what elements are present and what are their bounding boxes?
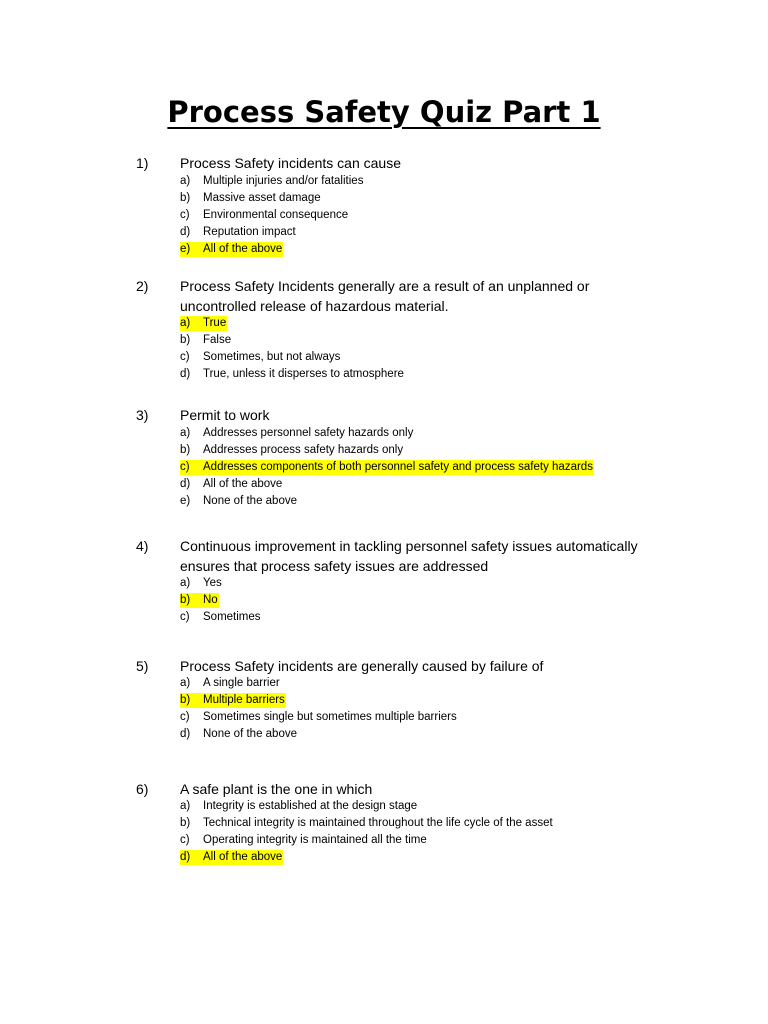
option-label: c) (180, 461, 190, 473)
option-label: c) (180, 209, 190, 221)
question-number: 1) (136, 155, 149, 171)
option-label: a) (180, 577, 191, 589)
option-label: c) (180, 711, 190, 723)
option-label: b) (180, 444, 191, 456)
option-label: b) (180, 192, 191, 204)
option-text: All of the above (203, 851, 283, 863)
option-content (180, 367, 405, 382)
highlighted-answer-option (180, 849, 650, 866)
question-number: 6) (136, 781, 149, 797)
answer-option (180, 349, 650, 366)
option-label: c) (180, 611, 190, 623)
answer-option (180, 366, 650, 383)
answer-option (180, 832, 650, 849)
option-content (180, 350, 341, 365)
option-content (180, 833, 428, 848)
question-text: Process Safety Incidents generally are a result of an unplanned or uncontrolled release of hazardous material. (180, 278, 590, 314)
option-text: Multiple injuries and/or fatalities (203, 175, 364, 187)
answer-option (180, 675, 650, 692)
answer-option (180, 332, 650, 349)
option-content (180, 494, 298, 509)
question-number: 3) (136, 407, 149, 423)
option-label: a) (180, 800, 191, 812)
option-text: Multiple barriers (203, 694, 285, 706)
answer-option (180, 190, 650, 207)
question-text: Permit to work (180, 407, 270, 423)
option-content (180, 850, 283, 865)
option-content (180, 799, 418, 814)
option-text: Sometimes (203, 611, 261, 623)
option-label: b) (180, 594, 191, 606)
option-text: Environmental consequence (203, 209, 349, 221)
option-content (180, 693, 286, 708)
answer-options (180, 575, 650, 626)
question-text: Continuous improvement in tackling personnel safety issues automatically ensures that process safety issues are addressed (180, 538, 638, 574)
question-text: Process Safety incidents are generally caused by failure of (180, 658, 544, 674)
option-content (180, 576, 223, 591)
option-content (180, 225, 297, 240)
option-content (180, 191, 322, 206)
answer-options (180, 675, 650, 743)
option-text: Addresses personnel safety hazards only (203, 427, 414, 439)
answer-options (180, 173, 650, 258)
option-text: Massive asset damage (203, 192, 321, 204)
option-text: Sometimes single but sometimes multiple barriers (203, 711, 457, 723)
option-content (180, 242, 283, 257)
option-label: d) (180, 226, 191, 238)
answer-option (180, 207, 650, 224)
answer-options (180, 425, 650, 510)
option-content (180, 333, 232, 348)
option-text: Reputation impact (203, 226, 296, 238)
highlighted-answer-option (180, 592, 650, 609)
option-text: Operating integrity is maintained all the time (203, 834, 427, 846)
option-content (180, 477, 283, 492)
option-content (180, 710, 458, 725)
question-number: 5) (136, 658, 149, 674)
option-text: A single barrier (203, 677, 280, 689)
option-label: d) (180, 728, 191, 740)
answer-option (180, 173, 650, 190)
answer-option (180, 726, 650, 743)
highlighted-answer-option (180, 459, 650, 476)
option-content (180, 727, 298, 742)
option-label: d) (180, 851, 191, 863)
answer-option (180, 425, 650, 442)
option-label: d) (180, 478, 191, 490)
answer-option (180, 609, 650, 626)
option-text: All of the above (203, 243, 283, 255)
highlighted-answer-option (180, 315, 650, 332)
option-content (180, 593, 219, 608)
question-text: Process Safety incidents can cause (180, 155, 402, 171)
option-label: e) (180, 495, 191, 507)
page-title (0, 92, 768, 132)
option-content (180, 426, 414, 441)
question-number: 2) (136, 278, 149, 294)
option-label: b) (180, 817, 191, 829)
option-label: a) (180, 677, 191, 689)
answer-option (180, 442, 650, 459)
option-text: True (203, 317, 227, 329)
option-text: All of the above (203, 478, 283, 490)
page-title-text: Process Safety Quiz Part 1 (167, 95, 601, 129)
question-number: 4) (136, 538, 149, 554)
answer-option (180, 476, 650, 493)
option-text: Yes (203, 577, 222, 589)
option-text: Integrity is established at the design stage (203, 800, 418, 812)
option-text: None of the above (203, 728, 297, 740)
answer-option (180, 224, 650, 241)
question-text: A safe plant is the one in which (180, 781, 373, 797)
highlighted-answer-option (180, 692, 650, 709)
option-text: No (203, 594, 218, 606)
answer-options (180, 315, 650, 383)
option-content (180, 676, 281, 691)
answer-option (180, 798, 650, 815)
option-label: a) (180, 317, 191, 329)
option-label: b) (180, 694, 191, 706)
option-label: a) (180, 427, 191, 439)
option-content (180, 316, 227, 331)
answer-option (180, 815, 650, 832)
option-text: Addresses components of both personnel safety and process safety hazards (203, 461, 593, 473)
option-content (180, 443, 404, 458)
option-content (180, 610, 262, 625)
option-content (180, 208, 349, 223)
option-label: a) (180, 175, 191, 187)
option-text: Sometimes, but not always (203, 351, 341, 363)
option-text: True, unless it disperses to atmosphere (203, 368, 404, 380)
option-content (180, 460, 594, 475)
option-label: c) (180, 834, 190, 846)
option-label: d) (180, 368, 191, 380)
option-label: b) (180, 334, 191, 346)
option-text: Addresses process safety hazards only (203, 444, 404, 456)
option-label: c) (180, 351, 190, 363)
highlighted-answer-option (180, 241, 650, 258)
option-label: e) (180, 243, 191, 255)
answer-option (180, 709, 650, 726)
option-text: None of the above (203, 495, 297, 507)
option-content (180, 174, 364, 189)
answer-option (180, 493, 650, 510)
answer-options (180, 798, 650, 866)
option-text: False (203, 334, 232, 346)
answer-option (180, 575, 650, 592)
option-content (180, 816, 554, 831)
option-text: Technical integrity is maintained throughout the life cycle of the asset (203, 817, 553, 829)
